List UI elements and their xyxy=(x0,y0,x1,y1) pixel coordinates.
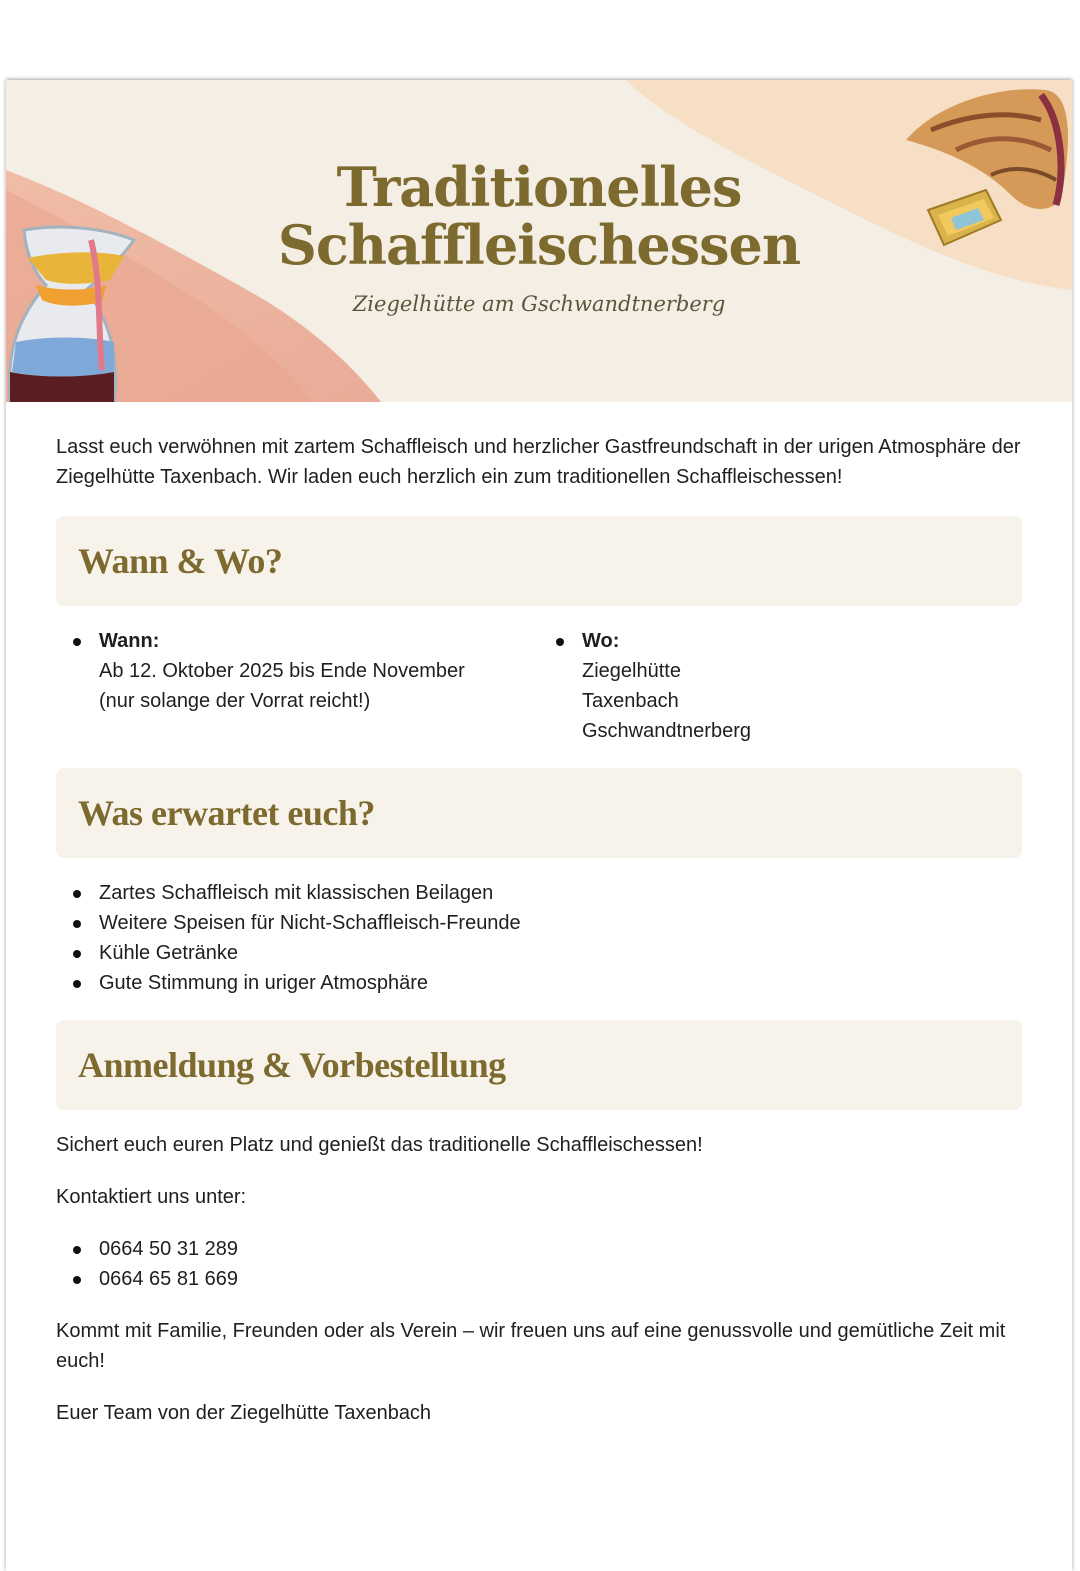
when-label: Wann: xyxy=(99,630,160,652)
section-header-expect xyxy=(56,768,1022,858)
section-heading: Anmeldung & Vorbestellung xyxy=(78,1045,506,1085)
list-item: Gute Stimmung in uriger Atmosphäre xyxy=(56,968,1022,998)
list-item xyxy=(539,626,1022,746)
list-item: Kühle Getränke xyxy=(56,938,1022,968)
when-list xyxy=(56,626,539,746)
document-body xyxy=(56,430,1022,1428)
when-line: (nur solange der Vorrat reicht!) xyxy=(99,690,371,712)
where-list xyxy=(539,626,1022,746)
section-header-when-where xyxy=(56,516,1022,606)
document-page xyxy=(6,80,1072,1571)
where-line: Taxenbach xyxy=(582,690,679,712)
phone-number[interactable]: 0664 65 81 669 xyxy=(56,1264,1022,1294)
header-banner xyxy=(6,80,1072,402)
signature: Euer Team von der Ziegelhütte Taxenbach xyxy=(56,1402,432,1424)
intro-paragraph: Lasst euch verwöhnen mit zartem Schaffleisch und herzlicher Gastfreundschaft in der urigen Atmosphäre der Ziegelhütte Taxenbach. Wir laden euch herzlich ein zum traditionellen Schaffleischessen! xyxy=(56,436,1021,488)
when-where-columns xyxy=(56,626,1022,746)
top-blank-strip xyxy=(0,0,1080,80)
closing-paragraph: Kommt mit Familie, Freunden oder als Verein – wir freuen uns auf eine genussvolle und gemütliche Zeit mit euch! xyxy=(56,1320,1006,1372)
section-heading: Was erwartet euch? xyxy=(78,793,375,833)
expect-list xyxy=(56,878,1022,998)
list-item: Zartes Schaffleisch mit klassischen Beilagen xyxy=(56,878,1022,908)
where-line: Gschwandtnerberg xyxy=(582,720,751,742)
contact-label: Kontaktiert uns unter: xyxy=(56,1186,247,1208)
banner-subtitle: Ziegelhütte am Gschwandtnerberg xyxy=(352,292,726,316)
phone-number[interactable]: 0664 50 31 289 xyxy=(56,1234,1022,1264)
when-line: Ab 12. Oktober 2025 bis Ende November xyxy=(99,660,465,682)
where-line: Ziegelhütte xyxy=(582,660,681,682)
section-heading: Wann & Wo? xyxy=(78,541,283,581)
where-label: Wo: xyxy=(582,630,620,652)
section-header-signup xyxy=(56,1020,1022,1110)
phone-list xyxy=(56,1234,1022,1294)
list-item: Weitere Speisen für Nicht-Schaffleisch-Freunde xyxy=(56,908,1022,938)
page-title: Traditionelles Schaffleischessen xyxy=(277,155,801,277)
signup-text: Sichert euch euren Platz und genießt das traditionelle Schaffleischessen! xyxy=(56,1134,703,1156)
list-item xyxy=(56,626,539,716)
